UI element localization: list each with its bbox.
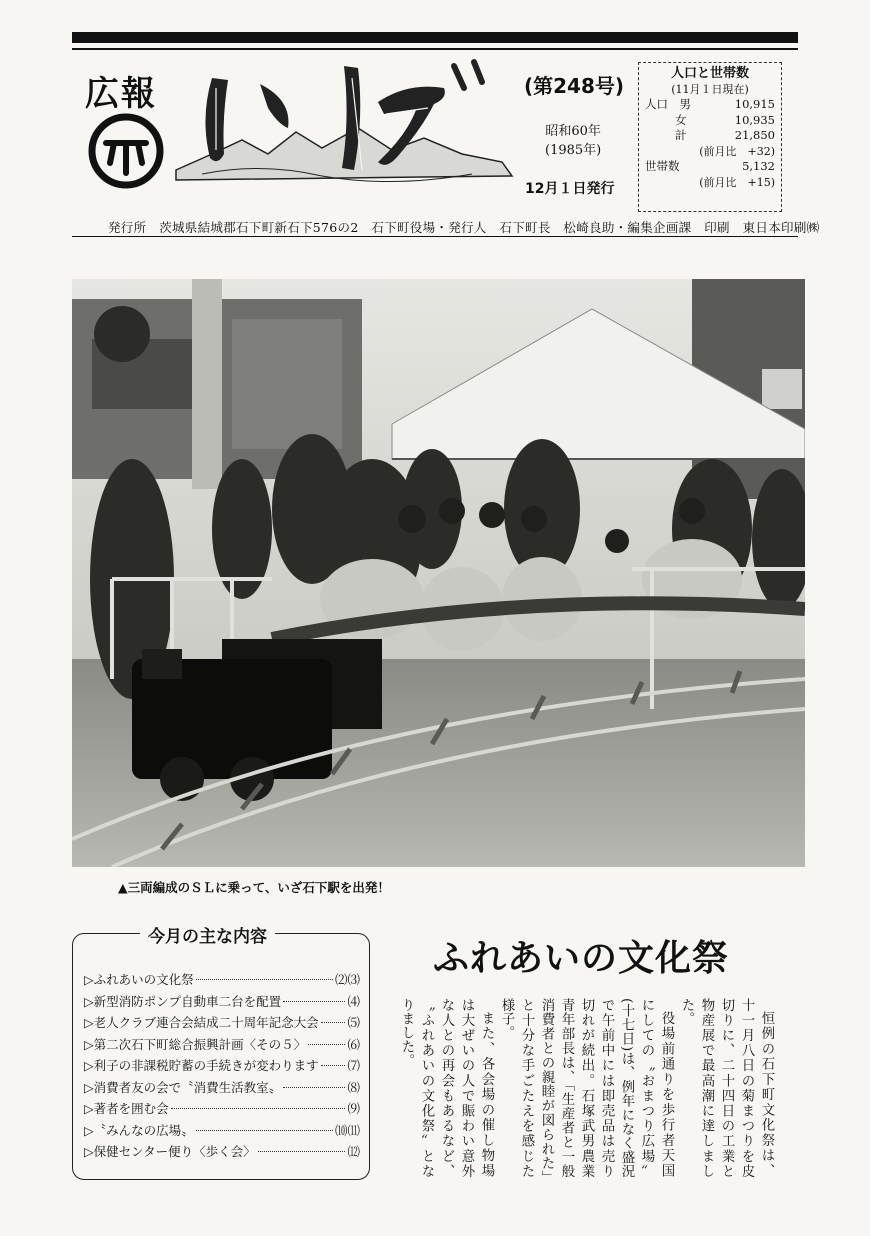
leader-dots bbox=[171, 1108, 346, 1109]
leader-dots bbox=[258, 1151, 346, 1152]
households-row: 世帯数 5,132 bbox=[645, 159, 775, 173]
publisher-rule bbox=[72, 236, 798, 237]
masthead-thin-rule bbox=[72, 48, 798, 50]
toc-item[interactable]: ▷著者を囲む会 ⑼ bbox=[84, 1101, 360, 1116]
era-line-1: 昭和60年 bbox=[545, 124, 601, 139]
toc-item[interactable]: ▷保健センター便り〈歩く会〉 ⑿ bbox=[84, 1144, 360, 1159]
toc-item[interactable]: ▷利子の非課税貯蓄の手続きが変わります ⑺ bbox=[84, 1058, 360, 1073]
toc-item[interactable]: ▷〝みんなの広場〟 ⑽⑾ bbox=[84, 1122, 360, 1138]
photo-caption: ▲三両編成のＳＬに乗って、いざ石下駅を出発！ bbox=[118, 880, 390, 895]
leader-dots bbox=[321, 1022, 346, 1023]
article-paragraph: また、各会場の催し物場は大ぜいの人で賑わい意外な人との再会もあるなど、〝ふれあいの文化祭〟となりました。 bbox=[399, 998, 494, 1178]
festival-train-photo bbox=[72, 279, 805, 867]
households-change: (前月比 +15) bbox=[699, 175, 775, 189]
article-headline: ふれあいの文化祭 bbox=[433, 937, 730, 979]
toc-item[interactable]: ▷消費者友の会で〝消費生活教室〟 ⑻ bbox=[84, 1079, 360, 1095]
kouhou-label: 広報 bbox=[85, 74, 157, 114]
toc-item[interactable]: ▷新型消防ポンプ自動車二台を配置 ⑷ bbox=[84, 993, 360, 1009]
leader-dots bbox=[283, 1001, 345, 1002]
toc-item[interactable]: ▷第二次石下町総合振興計画〈その５〉 ⑹ bbox=[84, 1036, 360, 1052]
leader-dots bbox=[196, 1130, 333, 1131]
population-as-of: (11月１日現在) bbox=[671, 82, 749, 96]
population-row-male: 人口 男 10,915 bbox=[645, 97, 775, 111]
population-change: (前月比 +32) bbox=[699, 144, 775, 158]
article-paragraph: 恒例の石下町文化祭は、十一月八日の菊まつりを皮切りに、二十四日の工業と物産展で最高潮に達しました。 bbox=[679, 998, 774, 1178]
toc-list bbox=[84, 970, 360, 1164]
masthead-top-rule bbox=[72, 32, 798, 43]
population-title: 人口と世帯数 bbox=[670, 66, 749, 81]
leader-dots bbox=[283, 1087, 345, 1088]
population-box bbox=[638, 62, 782, 212]
toc-item[interactable]: ▷ふれあいの文化祭 ⑵⑶ bbox=[84, 972, 360, 987]
article-body bbox=[399, 998, 776, 1178]
issue-date: 12月１日発行 bbox=[525, 181, 615, 197]
era-date bbox=[545, 122, 601, 160]
town-emblem-icon bbox=[88, 113, 164, 189]
publisher-info: 発行所 茨城県結城郡石下町新石下576の2 石下町役場・発行人 石下町長 松崎良助・編集企画課 印刷 東日本印刷㈱ bbox=[108, 220, 820, 235]
issue-number: (第248号) bbox=[524, 74, 625, 98]
toc-title: 今月の主な内容 bbox=[140, 922, 275, 947]
leader-dots bbox=[308, 1044, 345, 1045]
leader-dots bbox=[196, 979, 333, 980]
article-paragraph: 役場前通りを歩行者天国にしての〝おまつり広場〟(十七日)は、例年になく盛況で午前中には即売品は売り切れが続出。石塚武男農業青年部長は、「生産者と一般消費者との親睦が図られた」と十分な手ごたえを感じた様子。 bbox=[499, 998, 674, 1178]
toc-item[interactable]: ▷老人クラブ連合会結成二十周年記念大会 ⑸ bbox=[84, 1015, 360, 1030]
era-line-2: (1985年) bbox=[545, 143, 602, 158]
leader-dots bbox=[321, 1065, 346, 1066]
population-row-female: 女 10,935 bbox=[675, 112, 775, 127]
population-row-total: 計 21,850 bbox=[675, 128, 775, 142]
